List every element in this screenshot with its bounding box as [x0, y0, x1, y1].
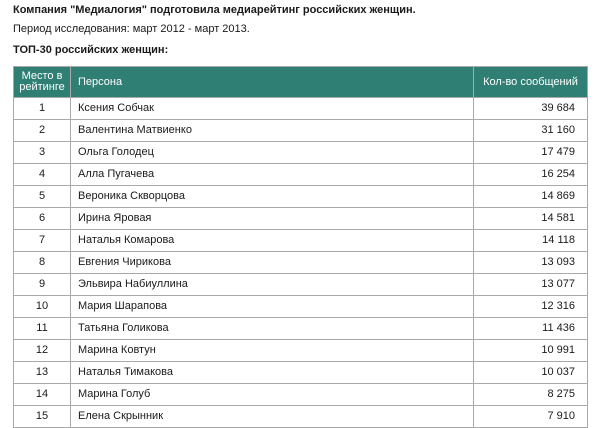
table-row	[14, 186, 588, 208]
rating-table-body	[14, 98, 588, 428]
count-cell: 10 991	[474, 340, 588, 362]
person-cell: Елена Скрынник	[71, 406, 474, 428]
table-row	[14, 230, 588, 252]
table-row	[14, 318, 588, 340]
person-cell: Марина Голуб	[71, 384, 474, 406]
column-header-count: Кол-во сообщений	[474, 67, 588, 98]
rank-cell: 2	[14, 120, 71, 142]
table-row	[14, 274, 588, 296]
column-header-rank	[14, 67, 71, 98]
count-cell: 14 118	[474, 230, 588, 252]
column-header-person: Персона	[71, 67, 474, 98]
rank-cell: 14	[14, 384, 71, 406]
person-cell: Ирина Яровая	[71, 208, 474, 230]
count-cell: 10 037	[474, 362, 588, 384]
header-row	[14, 67, 588, 98]
rank-cell: 3	[14, 142, 71, 164]
count-cell: 16 254	[474, 164, 588, 186]
rank-cell: 12	[14, 340, 71, 362]
rank-cell: 7	[14, 230, 71, 252]
table-row	[14, 384, 588, 406]
count-cell: 14 869	[474, 186, 588, 208]
count-cell: 31 160	[474, 120, 588, 142]
count-cell: 14 581	[474, 208, 588, 230]
rank-cell: 15	[14, 406, 71, 428]
rank-cell: 10	[14, 296, 71, 318]
table-row	[14, 296, 588, 318]
rank-cell: 9	[14, 274, 71, 296]
person-cell: Наталья Тимакова	[71, 362, 474, 384]
table-row	[14, 252, 588, 274]
rank-cell: 5	[14, 186, 71, 208]
count-cell: 7 910	[474, 406, 588, 428]
count-cell: 11 436	[474, 318, 588, 340]
person-cell: Валентина Матвиенко	[71, 120, 474, 142]
table-row	[14, 362, 588, 384]
table-row	[14, 164, 588, 186]
table-row	[14, 120, 588, 142]
person-cell: Татьяна Голикова	[71, 318, 474, 340]
table-row	[14, 142, 588, 164]
rank-cell: 8	[14, 252, 71, 274]
table-row	[14, 208, 588, 230]
count-cell: 13 093	[474, 252, 588, 274]
table-row	[14, 406, 588, 428]
rank-cell: 11	[14, 318, 71, 340]
person-cell: Ольга Голодец	[71, 142, 474, 164]
rating-table	[13, 66, 588, 428]
person-cell: Наталья Комарова	[71, 230, 474, 252]
person-cell: Алла Пугачева	[71, 164, 474, 186]
rank-cell: 4	[14, 164, 71, 186]
rank-cell: 6	[14, 208, 71, 230]
count-cell: 12 316	[474, 296, 588, 318]
person-cell: Эльвира Набиуллина	[71, 274, 474, 296]
count-cell: 17 479	[474, 142, 588, 164]
person-cell: Ксения Собчак	[71, 98, 474, 120]
person-cell: Марина Ковтун	[71, 340, 474, 362]
table-row	[14, 98, 588, 120]
column-header-rank-label: Место в рейтинге	[19, 70, 65, 93]
count-cell: 13 077	[474, 274, 588, 296]
count-cell: 39 684	[474, 98, 588, 120]
rank-cell: 1	[14, 98, 71, 120]
person-cell: Мария Шарапова	[71, 296, 474, 318]
research-period: Период исследования: март 2012 - март 2013.	[13, 23, 250, 35]
page-heading: Компания "Медиалогия" подготовила медиарейтинг российских женщин.	[13, 4, 416, 16]
count-cell: 8 275	[474, 384, 588, 406]
rating-table-header	[14, 67, 588, 98]
table-row	[14, 340, 588, 362]
rank-cell: 13	[14, 362, 71, 384]
person-cell: Вероника Скворцова	[71, 186, 474, 208]
person-cell: Евгения Чирикова	[71, 252, 474, 274]
list-subheading: ТОП-30 российских женщин:	[13, 44, 169, 56]
